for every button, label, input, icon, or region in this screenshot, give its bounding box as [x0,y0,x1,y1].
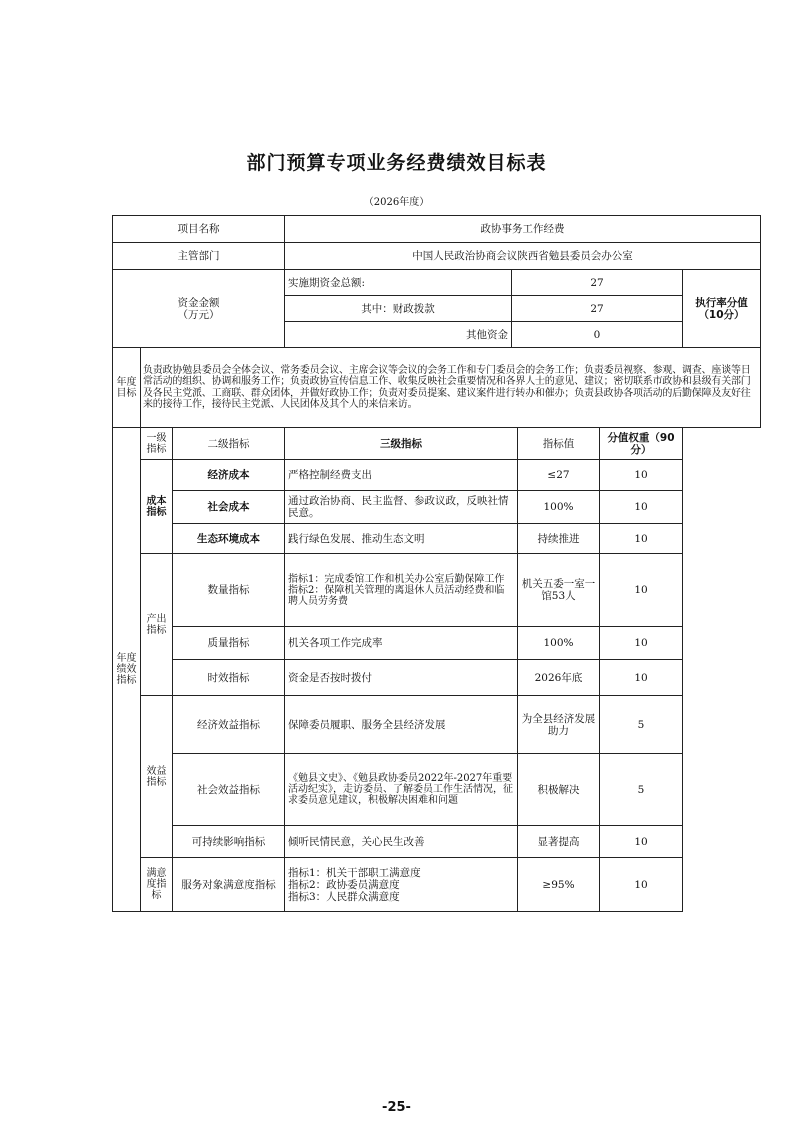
level3-cell [285,554,518,627]
level3-cell: 《勉县文史》、《勉县政协委员2022年-2027年重要活动纪实》，走访委员、了解委员工作生活情况，征求委员意见建议，积极解决困难和问题 [285,754,518,826]
funds-label-cell [113,270,285,348]
funds-other-value: 0 [512,322,683,348]
project-name-label: 项目名称 [113,216,285,243]
project-name-row [113,216,761,243]
value-cell: ≥95% [518,858,600,912]
level2-cell: 经济成本 [173,460,285,491]
funds-total-row [113,270,761,296]
level3-cell: 资金是否按时拨付 [285,660,518,696]
table-row [113,554,761,627]
value-cell: 持续推进 [518,524,600,554]
value-cell: ≤27 [518,460,600,491]
level2-cell: 社会成本 [173,491,285,524]
level3-cell: 践行绿色发展、推动生态文明 [285,524,518,554]
table-row [113,524,761,554]
weight-cell: 10 [600,524,683,554]
weight-cell: 10 [600,660,683,696]
funds-fiscal-label: 其中：财政拨款 [285,296,512,322]
level3-line: 指标3：人民群众满意度 [288,890,400,903]
level3-line: 指标1：完成委馆工作和机关办公室后勤保障工作 [288,573,505,585]
level2-cell: 数量指标 [173,554,285,627]
table-row [113,627,761,660]
table-row [113,858,761,912]
funds-other-label: 其他资金 [285,322,512,348]
level3-cell: 严格控制经费支出 [285,460,518,491]
annual-goal-text: 负责政协勉县委员会全体会议、常务委员会议、主席会议等会议的会务工作和专门委员会的会务工作；负责委员视察、参观、调查、座谈等日常活动的组织、协调和服务工作；负责政协宣传信息工作、收集反映社会重要情况和各界人士的意见、建议；密切联系市政协和县级有关部门及各民主党派、工商联、群众团体，并做好政协工作；负责对委员提案、建议案件进行转办和催办；负责县政协各项活动的后勤保障及友好往来的接待工作，接待民主党派、人民团体及其个人的来信来访。 [141,348,761,428]
satisfaction-indicator-label: 满意度指标 [141,858,173,912]
department-value: 中国人民政治协商会议陕西省勉县委员会办公室 [285,243,761,270]
header-level2: 二级指标 [173,428,285,460]
table-row [113,696,761,754]
value-cell: 为全县经济发展助力 [518,696,600,754]
table-row [113,460,761,491]
weight-cell: 10 [600,826,683,858]
funds-total-label: 实施期资金总额: [285,270,512,296]
department-row [113,243,761,270]
value-cell: 2026年底 [518,660,600,696]
funds-unit: （万元） [177,308,220,321]
level3-cell: 保障委员履职、服务全县经济发展 [285,696,518,754]
value-cell: 显著提高 [518,826,600,858]
level3-cell: 通过政治协商、民主监督、参政议政，反映社情民意。 [285,491,518,524]
level2-cell: 质量指标 [173,627,285,660]
funds-label: 资金金额 [177,296,220,309]
weight-cell: 5 [600,754,683,826]
output-indicator-label: 产出指标 [141,554,173,696]
weight-cell: 10 [600,858,683,912]
indicator-section-label: 年度绩效指标 [113,428,141,912]
level2-cell: 生态环境成本 [173,524,285,554]
execution-rate-label: 执行率分值（10分） [683,270,761,348]
value-cell: 积极解决 [518,754,600,826]
weight-cell: 10 [600,491,683,524]
weight-cell: 10 [600,554,683,627]
annual-goal-label: 年度目标 [113,348,141,428]
department-label: 主管部门 [113,243,285,270]
page-title: 部门预算专项业务经费绩效目标表 [246,152,547,174]
cost-indicator-label: 成本指标 [141,460,173,554]
performance-table [112,215,761,912]
benefit-indicator-label: 效益指标 [141,696,173,858]
level2-cell: 时效指标 [173,660,285,696]
funds-fiscal-value: 27 [512,296,683,322]
page-number: -25- [382,1100,411,1115]
indicator-header-row [113,428,761,460]
level3-cell [285,858,518,912]
project-name-value: 政协事务工作经费 [285,216,761,243]
value-cell: 100% [518,627,600,660]
level2-cell: 社会效益指标 [173,754,285,826]
level2-cell: 可持续影响指标 [173,826,285,858]
table-row [113,826,761,858]
weight-cell: 10 [600,627,683,660]
level3-cell: 机关各项工作完成率 [285,627,518,660]
table-row [113,660,761,696]
level3-line: 指标1：机关干部职工满意度 [288,866,421,879]
weight-cell: 5 [600,696,683,754]
funds-total-value: 27 [512,270,683,296]
value-cell: 机关五委一室一馆53人 [518,554,600,627]
table-row [113,491,761,524]
level3-line: 指标2：政协委员满意度 [288,878,400,891]
annual-goal-row [113,348,761,428]
level3-cell: 倾听民情民意，关心民生改善 [285,826,518,858]
level3-line: 指标2：保障机关管理的离退休人员活动经费和临聘人员劳务费 [288,584,505,607]
value-cell: 100% [518,491,600,524]
header-level1: 一级指标 [141,428,173,460]
header-weight: 分值权重（90分） [600,428,683,460]
level2-cell: 经济效益指标 [173,696,285,754]
table-row [113,754,761,826]
header-value: 指标值 [518,428,600,460]
level2-cell: 服务对象满意度指标 [173,858,285,912]
year-label: （2026年度） [363,197,430,208]
header-level3: 三级指标 [285,428,518,460]
weight-cell: 10 [600,460,683,491]
